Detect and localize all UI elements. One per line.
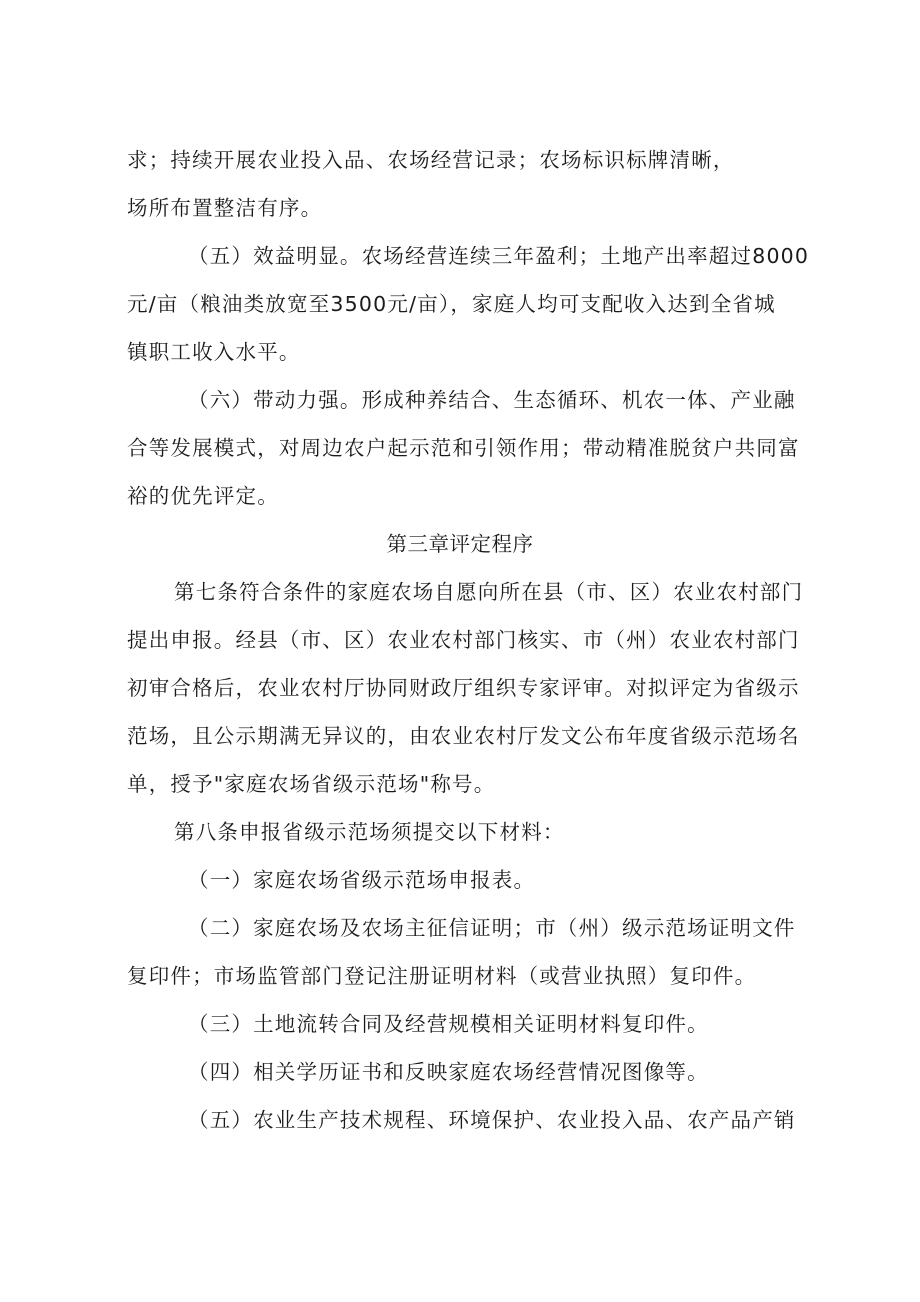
clause-5-line-1: （五）效益明显。农场经营连续三年盈利；土地产出率超过8000 [188, 244, 810, 268]
article-8-line-1: 第八条申报省级示范场须提交以下材料： [174, 820, 565, 844]
clause-5-line-2: 元/亩（粮油类放宽至3500元/亩），家庭人均可支配收入达到全省城 [127, 292, 776, 316]
body-line-2: 场所布置整洁有序。 [127, 196, 323, 220]
item-3-line-1: （三）土地流转合同及经营规模相关证明材料复印件。 [188, 1012, 709, 1036]
clause-6-line-2: 合等发展模式，对周边农户起示范和引领作用；带动精准脱贫户共同富 [127, 436, 800, 460]
article-7-line-3: 初审合格后，农业农村厅协同财政厅组织专家评审。对拟评定为省级示 [127, 676, 800, 700]
article-7-line-2: 提出申报。经县（市、区）农业农村部门核实、市（州）农业农村部门 [127, 628, 800, 652]
article-7-line-5: 单，授予"家庭农场省级示范场"称号。 [127, 772, 496, 796]
clause-5-line-3: 镇职工收入水平。 [127, 340, 301, 364]
item-4-line-1: （四）相关学历证书和反映家庭农场经营情况图像等。 [188, 1060, 709, 1084]
clause-6-line-3: 裕的优先评定。 [127, 484, 279, 508]
item-5-line-1: （五）农业生产技术规程、环境保护、农业投入品、农产品产销 [188, 1108, 796, 1132]
item-2-line-1: （二）家庭农场及农场主征信证明；市（州）级示范场证明文件 [188, 916, 796, 940]
item-1-line-1: （一）家庭农场省级示范场申报表。 [188, 868, 536, 892]
article-7-line-4: 范场，且公示期满无异议的，由农业农村厅发文公布年度省级示范场名 [127, 724, 800, 748]
article-7-line-1: 第七条符合条件的家庭农场自愿向所在县（市、区）农业农村部门 [174, 580, 804, 604]
chapter-heading: 第三章评定程序 [386, 532, 534, 556]
body-line-1: 求；持续开展农业投入品、农场经营记录；农场标识标牌清晰， [127, 148, 735, 172]
clause-6-line-1: （六）带动力强。形成种养结合、生态循环、机农一体、产业融 [188, 388, 796, 412]
item-2-line-2: 复印件；市场监管部门登记注册证明材料（或营业执照）复印件。 [127, 964, 757, 988]
